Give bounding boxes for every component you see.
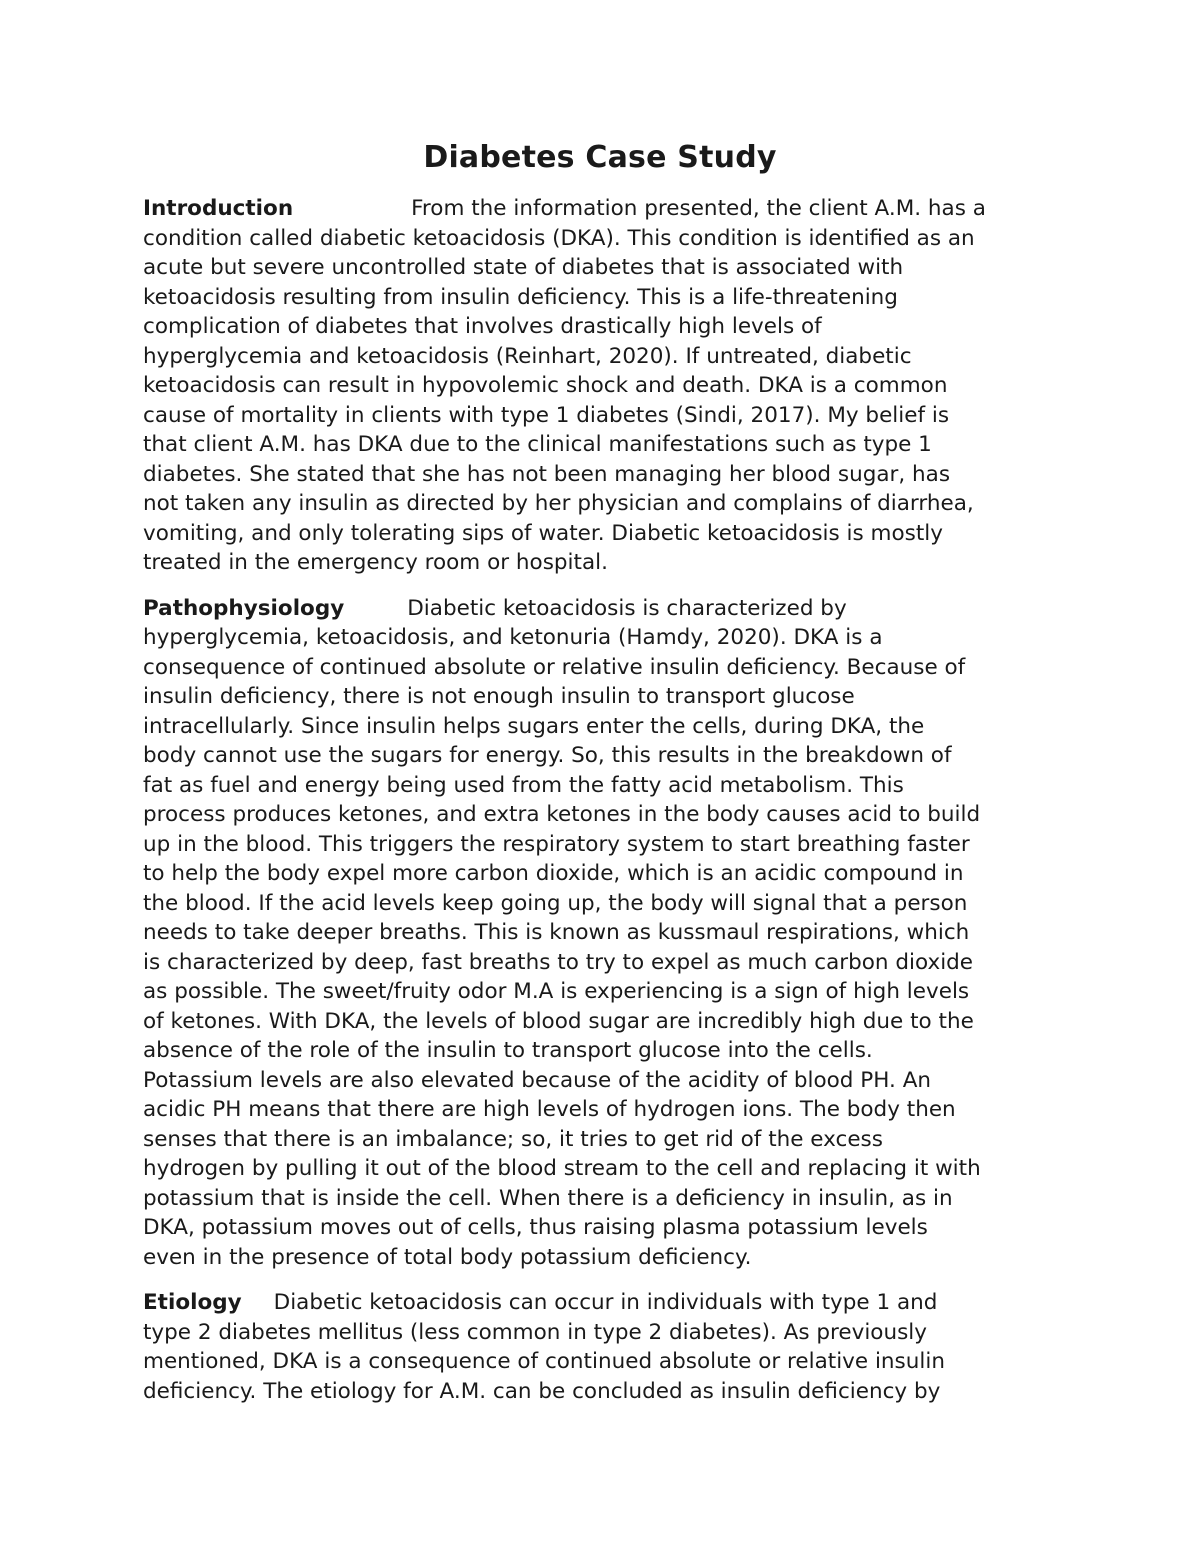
text-line: even in the presence of total body potassium deficiency. (143, 1244, 752, 1270)
text-line: hyperglycemia, ketoacidosis, and ketonuria (Hamdy, 2020). DKA is a (143, 625, 883, 650)
text-line: potassium that is inside the cell. When there is a deficiency in insulin, as in (143, 1185, 953, 1211)
text-line: acute but severe uncontrolled state of diabetes that is associated with (143, 255, 904, 280)
section-pathophysiology (143, 594, 1073, 1273)
text-line: Etiology Diabetic ketoacidosis can occur in individuals with type 1 and (143, 1290, 938, 1315)
text-line: of ketones. With DKA, the levels of blood sugar are incredibly high due to the (143, 1008, 974, 1034)
text-line: consequence of continued absolute or relative insulin deficiency. Because of (143, 654, 966, 680)
text-line: up in the blood. This triggers the respiratory system to start breathing faster (143, 831, 970, 857)
text-line: Potassium levels are also elevated because of the acidity of blood PH. An (143, 1067, 932, 1093)
text-line: fat as fuel and energy being used from the fatty acid metabolism. This (143, 772, 904, 798)
text-line: hyperglycemia and ketoacidosis (Reinhart, 2020). If untreated, diabetic (143, 343, 912, 369)
text-line: vomiting, and only tolerating sips of water. Diabetic ketoacidosis is mostly (143, 520, 943, 546)
section-heading: Introduction (143, 196, 294, 221)
text-line: acidic PH means that there are high levels of hydrogen ions. The body then (143, 1097, 956, 1122)
text-line: cause of mortality in clients with type 1 diabetes (Sindi, 2017). My belief is (143, 402, 950, 428)
text-line: senses that there is an imbalance; so, it tries to get rid of the excess (143, 1126, 883, 1152)
text-line: Pathophysiology Diabetic ketoacidosis is characterized by (143, 595, 847, 621)
text-line: diabetes. She stated that she has not been managing her blood sugar, has (143, 461, 951, 487)
text-line: ketoacidosis can result in hypovolemic shock and death. DKA is a common (143, 373, 948, 398)
text-line: Introduction From the information presented, the client A.M. has a (143, 196, 986, 221)
text-line: ketoacidosis resulting from insulin deficiency. This is a life-threatening (143, 284, 898, 310)
section-heading: Pathophysiology (143, 595, 345, 621)
section-introduction (143, 194, 1073, 578)
text-line: intracellularly. Since insulin helps sugars enter the cells, during DKA, the (143, 713, 925, 739)
text-line: process produces ketones, and extra ketones in the body causes acid to build (143, 802, 981, 827)
text-line: that client A.M. has DKA due to the clinical manifestations such as type 1 (143, 432, 932, 457)
text-line: is characterized by deep, fast breaths to try to expel as much carbon dioxide (143, 949, 974, 975)
text-line: as possible. The sweet/fruity odor M.A is experiencing is a sign of high levels (143, 979, 970, 1004)
text-line: mentioned, DKA is a consequence of continued absolute or relative insulin (143, 1349, 945, 1374)
document-title: Diabetes Case Study (423, 140, 777, 175)
text-line: deficiency. The etiology for A.M. can be concluded as insulin deficiency by (143, 1378, 941, 1404)
text-line: not taken any insulin as directed by her physician and complains of diarrhea, (143, 491, 974, 516)
text-line: treated in the emergency room or hospital. (143, 550, 608, 575)
text-line: hydrogen by pulling it out of the blood stream to the cell and replacing it with (143, 1156, 981, 1181)
text-line: DKA, potassium moves out of cells, thus raising plasma potassium levels (143, 1215, 928, 1240)
text-line: insulin deficiency, there is not enough insulin to transport glucose (143, 684, 855, 709)
text-line: type 2 diabetes mellitus (less common in type 2 diabetes). As previously (143, 1319, 927, 1345)
section-etiology (143, 1288, 1073, 1406)
text-line: the blood. If the acid levels keep going up, the body will signal that a person (143, 890, 968, 916)
text-line: needs to take deeper breaths. This is known as kussmaul respirations, which (143, 920, 970, 945)
section-heading: Etiology (143, 1290, 242, 1315)
text-line: absence of the role of the insulin to transport glucose into the cells. (143, 1038, 873, 1063)
text-line: body cannot use the sugars for energy. So, this results in the breakdown of (143, 743, 952, 768)
text-line: condition called diabetic ketoacidosis (DKA). This condition is identified as an (143, 225, 975, 251)
text-line: complication of diabetes that involves drastically high levels of (143, 314, 822, 339)
document-body (143, 194, 1073, 1422)
text-line: to help the body expel more carbon dioxide, which is an acidic compound in (143, 861, 964, 886)
